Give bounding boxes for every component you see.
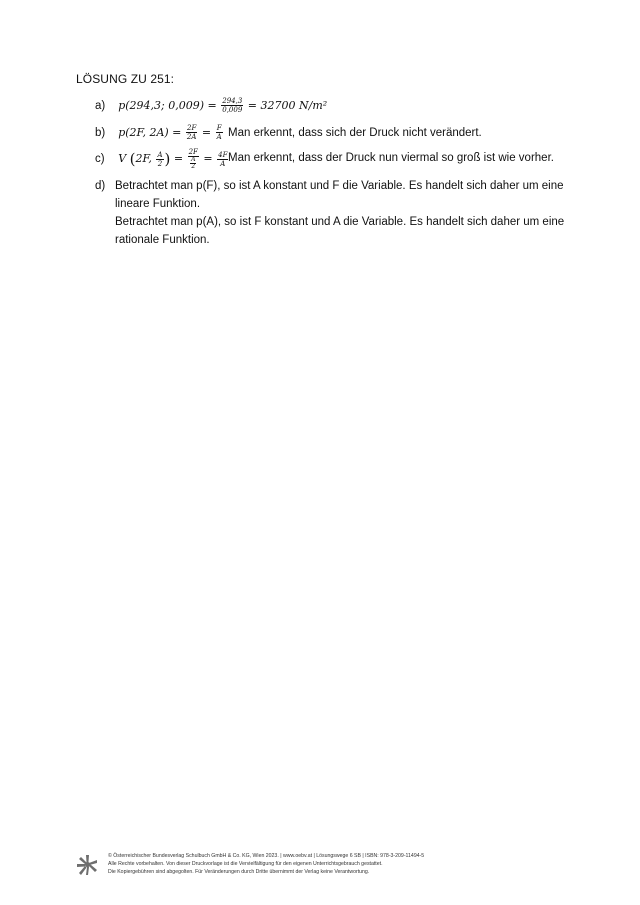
footer-line-copyright: © Österreichischer Bundesverlag Schulbuch GmbH & Co. KG, Wien 2023. | www.oebv.at | Lösungswege 6 SB | ISBN: 978-3-209-11494-5 (108, 853, 425, 859)
fraction (186, 124, 198, 141)
fraction-denominator: 2A (186, 133, 197, 141)
fraction (156, 151, 163, 168)
comment-b: Man erkennt, dass sich der Druck nicht verändert. (228, 127, 482, 139)
fraction (216, 124, 223, 141)
equals-sign: = (173, 152, 184, 165)
oebv-star-logo-icon (76, 854, 98, 876)
equals-sign: = (201, 125, 212, 139)
fraction-numerator: 2F (188, 148, 198, 156)
item-label: a) (95, 99, 106, 112)
argument: 2F, (135, 152, 152, 165)
footer-text (108, 852, 424, 876)
formula-b (118, 126, 224, 139)
paragraph-d-2: Betrachtet man p(A), so ist F konstant und A die Variable. Es handelt sich daher um eine rationale Funktion. (115, 216, 565, 246)
formula-rhs: = 32700 N/m² (247, 98, 328, 112)
fraction-denominator: 0,009 (222, 106, 243, 114)
fraction-numerator: 4F (218, 150, 228, 159)
footer-line-rights: Alle Rechte vorbehalten. Von dieser Druckvorlage ist die Vervielfältigung für den eigenen Unterrichtsgebrauch gestattet. (108, 861, 383, 867)
solution-item-d (95, 178, 115, 194)
paragraph-d-1: Betrachtet man p(F), so ist A konstant und F die Variable. Es handelt sich daher um eine lineare Funktion. (115, 180, 564, 210)
solution-item-b (95, 124, 224, 141)
nested-fraction (190, 157, 196, 170)
open-paren: ( (129, 150, 136, 168)
item-label: d) (95, 180, 106, 192)
page-title: LÖSUNG ZU 251: (76, 72, 175, 86)
fraction-denominator: 2 (191, 163, 196, 170)
fraction-numerator: A (191, 156, 196, 163)
equals-sign: = (203, 152, 213, 165)
fraction (188, 148, 199, 170)
fraction-denominator (188, 157, 198, 170)
solution-item-c (95, 148, 229, 170)
footer-line-fees: Die Kopiergebühren sind abgegolten. Für Veränderungen durch Dritte übernimmt der Verlag keine Verantwortung. (108, 869, 370, 875)
fraction-numerator: 2F (187, 124, 197, 132)
fraction-numerator: 294,3 (222, 97, 243, 105)
solution-item-a (95, 97, 327, 114)
formula-lhs: p(2F, 2A) = (118, 125, 182, 139)
fraction-numerator: F (216, 124, 222, 132)
item-label: c) (95, 153, 105, 165)
close-paren: ) (164, 150, 171, 168)
fraction (217, 151, 228, 168)
formula-a (118, 99, 327, 112)
fraction (221, 97, 243, 114)
fraction-denominator: 2 (157, 159, 163, 168)
item-label: b) (95, 126, 106, 139)
fraction-numerator: A (157, 150, 163, 159)
function-name: V (118, 152, 127, 165)
formula-c (118, 148, 229, 170)
page-footer (76, 852, 596, 882)
fraction-denominator: A (216, 133, 222, 141)
fraction-denominator: A (220, 159, 226, 168)
formula-lhs: p(294,3; 0,009) = (118, 98, 217, 112)
comment-c: Man erkennt, dass der Druck nun viermal so groß ist wie vorher. (228, 152, 554, 164)
